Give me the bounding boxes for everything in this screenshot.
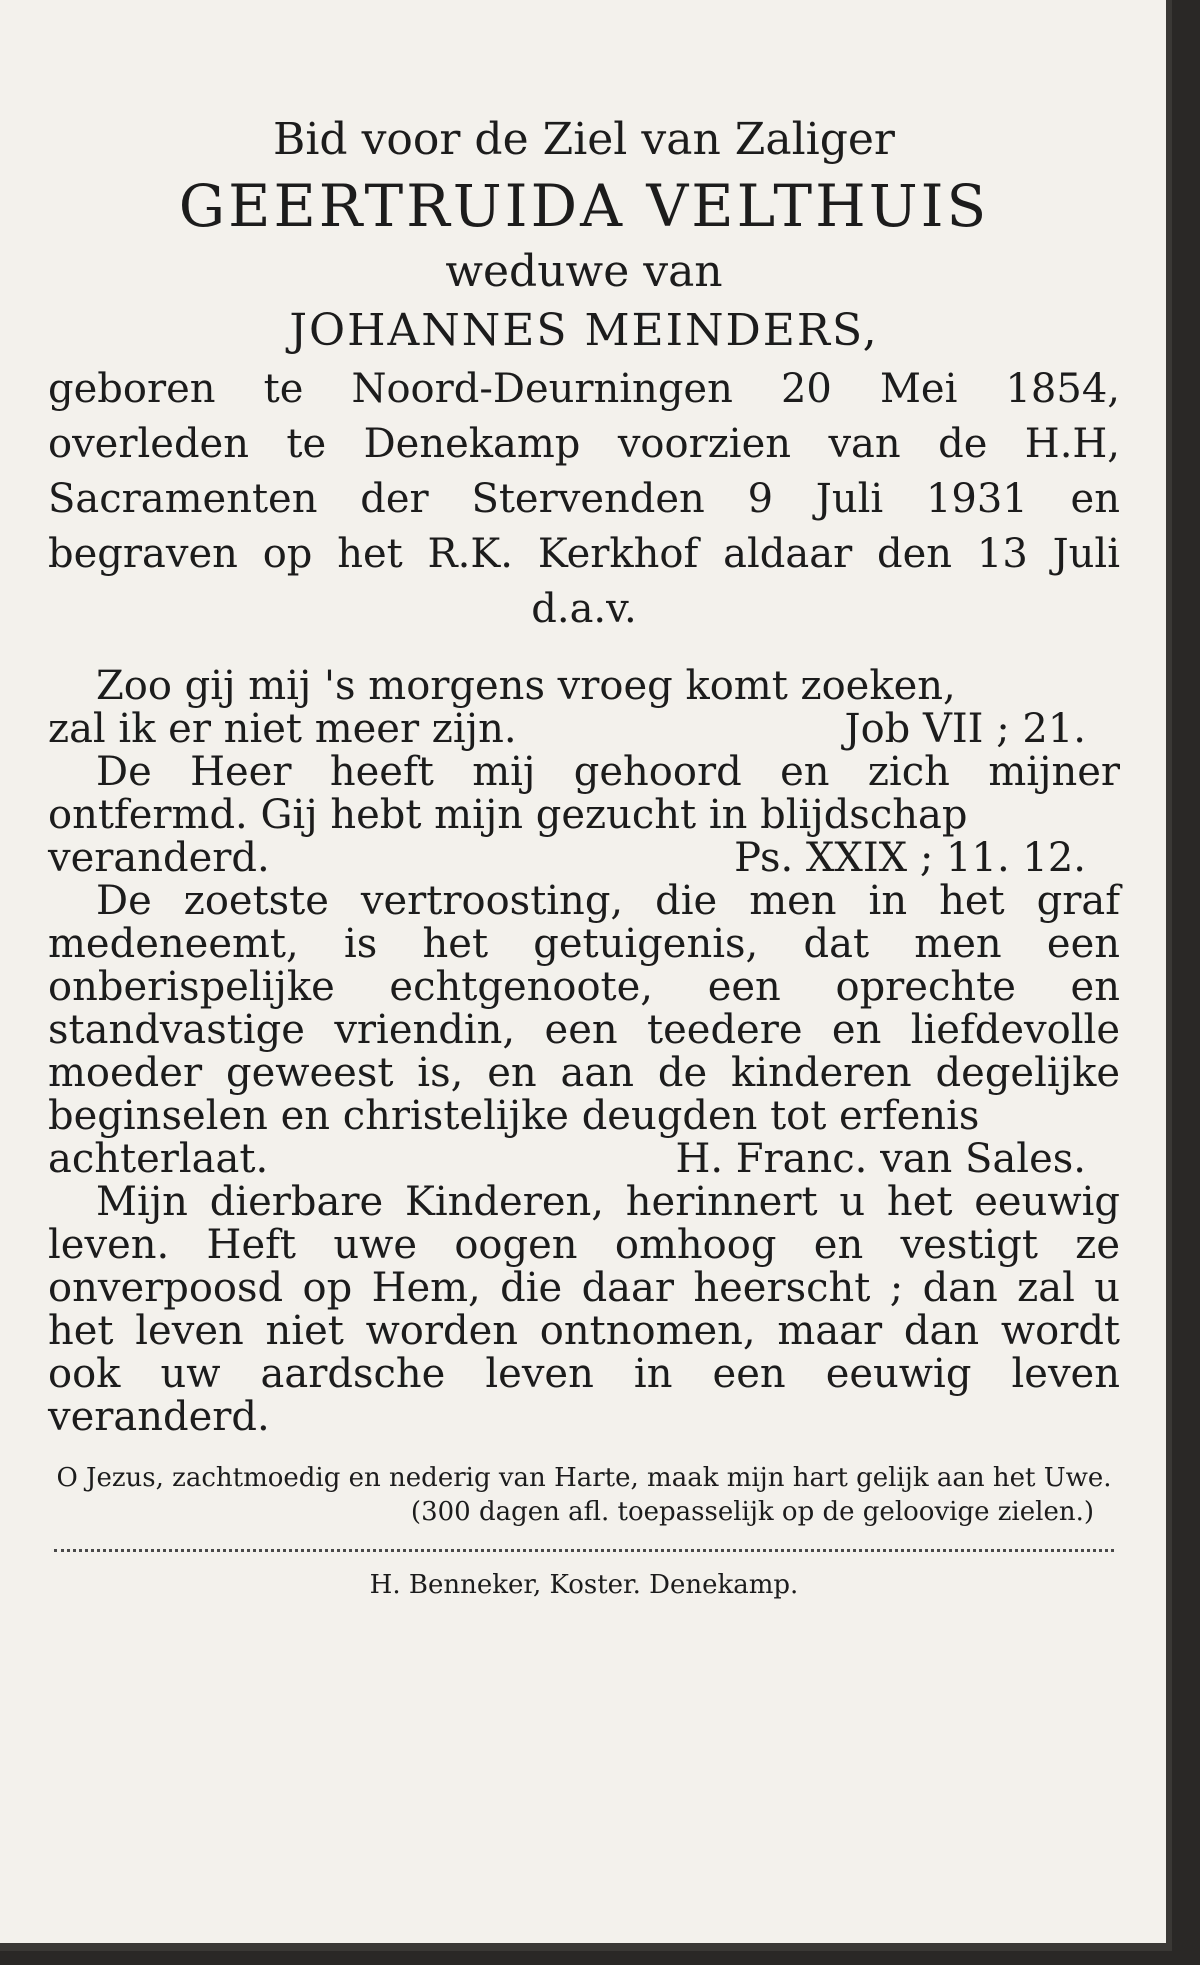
farewell-message: Mijn dierbare Kinderen, herinnert u het eeuwig leven. Heft uwe oogen omhoog en vestigt ze onverpoosd op Hem, die daar heerscht ; dan zal u het leven niet worden ontnomen, maar dan wordt ook uw aardsche leven in een eeuwig leven veranderd. (48, 1179, 1120, 1440)
quote-cite-line (48, 837, 1120, 880)
biography: geboren te Noord-Deurningen 20 Mei 1854, overleden te Denekamp voorzien van de H.H, Sacramenten der Stervenden 9 Juli 1931 en begraven op het R.K. Kerkhof aldaar den 13 Juli d.a.v. (48, 366, 1120, 632)
intro-line: Bid voor de Ziel van Zaliger (273, 114, 895, 165)
quote-text: Zoo gij mij 's morgens vroeg komt zoeken, (96, 663, 956, 709)
quote-tail: achterlaat. (48, 1136, 269, 1182)
quote-citation: H. Franc. van Sales. (675, 1136, 1086, 1182)
quotes-block (48, 665, 1120, 1439)
dotted-divider (54, 1549, 1114, 1552)
prayer-text: O Jezus, zachtmoedig en nederig van Harte, maak mijn hart gelijk aan het Uwe. (56, 1463, 1112, 1493)
quote-tail: zal ik er niet meer zijn. (48, 706, 517, 752)
quote-citation: Job VII ; 21. (844, 706, 1086, 752)
quote-job (48, 665, 1120, 751)
indulgence-note: (300 dagen afl. toepasselijk op de geloovige zielen.) (410, 1497, 1094, 1527)
quote-tail: veranderd. (48, 835, 270, 881)
quote-citation: Ps. XXIX ; 11. 12. (734, 835, 1086, 881)
quote-sales (48, 880, 1120, 1181)
quote-text: De zoetste vertroosting, die men in het graf medeneemt, is het getuigenis, dat men een onberispelijke echtgenoote, een oprechte en standvastige vriendin, een teedere en liefdevolle moeder geweest is, en aan de kinderen degelijke beginselen en christelijke deugden tot erfenis (48, 878, 1120, 1139)
spouse-name: JOHANNES MEINDERS, (289, 305, 879, 356)
quote-cite-line (48, 708, 1120, 751)
printer-credit: H. Benneker, Koster. Denekamp. (369, 1570, 799, 1600)
relation-line: weduwe van (445, 246, 723, 297)
quote-cite-line (48, 1138, 1120, 1181)
prayer-block (48, 1461, 1120, 1529)
card-content (48, 110, 1120, 1602)
quote-psalm (48, 751, 1120, 880)
deceased-name: GEERTRUIDA VELTHUIS (178, 172, 990, 240)
quote-text: De Heer heeft mij gehoord en zich mijner ontfermd. Gij hebt mijn gezucht in blijdschap (48, 749, 1120, 838)
